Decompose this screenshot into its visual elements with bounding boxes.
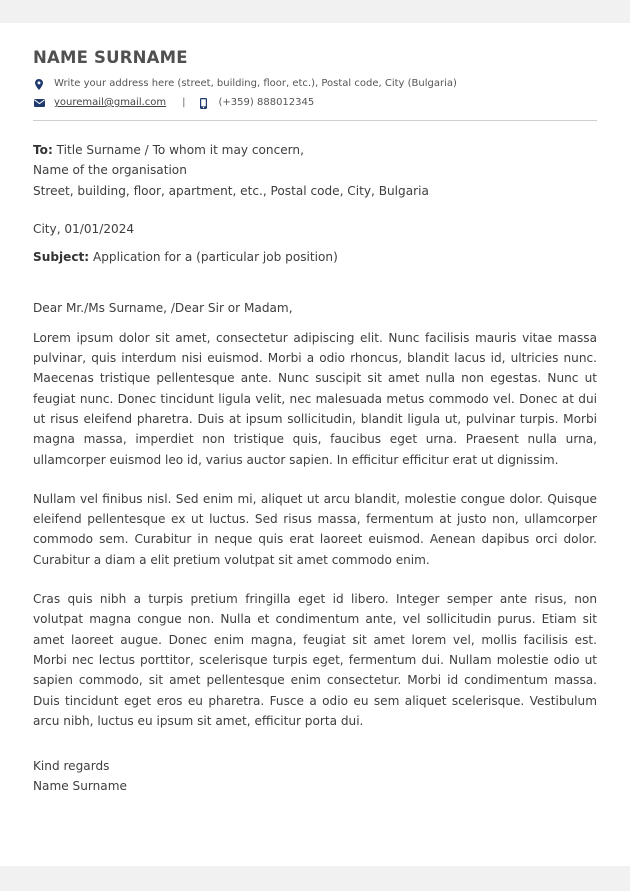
subject-line xyxy=(33,247,597,267)
envelope-icon xyxy=(33,99,45,107)
body-paragraph: Nullam vel finibus nisl. Sed enim mi, aliquet ut arcu blandit, molestie congue dolor. Quisque eleifend pellentesque ex ut luctus. Sed risus massa, fermentum at justo non, ullamcorper commodo sem. Curabitur in neque quis erat laoreet euismod. Aenean dapibus orci dolor. Curabitur a diam a elit pretium volutpat sit amet commodo enim. xyxy=(33,491,597,567)
closing-phrase: Kind regards xyxy=(33,759,110,774)
subject-text: Application for a (particular job position) xyxy=(89,250,338,265)
signature-name: Name Surname xyxy=(33,779,127,794)
salutation: Dear Mr./Ms Surname, /Dear Sir or Madam, xyxy=(33,301,293,316)
header-divider xyxy=(33,120,597,121)
applicant-name: NAME SURNAME xyxy=(33,48,188,67)
address-text: Write your address here (street, building, floor, etc.), Postal code, City (Bulgaria) xyxy=(54,78,457,89)
recipient-name: Title Surname / To whom it may concern, xyxy=(52,143,304,157)
address-line xyxy=(33,77,457,91)
contact-line xyxy=(33,96,314,110)
letter-page xyxy=(0,23,630,866)
body-paragraph: Cras quis nibh a turpis pretium fringilla eget id libero. Integer semper ante risus, non volutpat magna congue non. Nulla et condimentum ante, vel sollicitudin purus. Etiam sit amet laoreet augue. Donec enim magna, feugiat sit amet lorem vel, mollis facilisis est. Morbi nec lectus porttitor, scelerisque turpis eget, fermentum dui. Nullam molestie odio ut sapien commodo, sit amet pellentesque enim consectetur. Morbi id condimentum massa. Duis tincidunt eget eros eu pharetra. Fusce a odio eu sem aliquet scelerisque. Vestibulum arcu nibh, luctus eu ipsum sit amet, efficitur porta dui. xyxy=(33,592,597,728)
subject-label: Subject: xyxy=(33,250,90,265)
letter-header xyxy=(33,48,597,108)
letter-date: City, 01/01/2024 xyxy=(33,221,135,236)
location-pin-icon xyxy=(33,79,45,90)
mobile-phone-icon xyxy=(198,98,210,109)
body-paragraph: Lorem ipsum dolor sit amet, consectetur adipiscing elit. Nunc facilisis mauris vitae massa pulvinar, quis interdum nisi euismod. Morbi a odio rhoncus, blandit lacus id, ultricies nunc. Maecenas tristique pellentesque ante. Nunc suscipit sit amet nulla non egestas. Nunc ut feugiat nunc. Donec tincidunt ligula velit, nec malesuada metus commodo vel. Donec at dui ut risus eleifend pharetra. Duis at ipsum sollicitudin, blandit ligula ut, pulvinar turpis. Morbi magna massa, imperdiet non tristique quis, faucibus eget urna. Praesent nulla urna, ullamcorper euismod leo id, varius auctor sapien. In efficitur efficitur erat ut dignissim. xyxy=(33,330,597,467)
contact-separator: | xyxy=(182,97,186,108)
letter-body xyxy=(33,140,597,797)
organisation-name: Name of the organisation xyxy=(33,163,187,178)
email-link[interactable]: youremail@gmail.com xyxy=(54,97,167,108)
phone-number: (+359) 888012345 xyxy=(218,97,315,108)
organisation-address: Street, building, floor, apartment, etc., Postal code, City, Bulgaria xyxy=(33,183,429,198)
to-label: To: xyxy=(33,143,53,157)
recipient-line xyxy=(33,140,597,160)
